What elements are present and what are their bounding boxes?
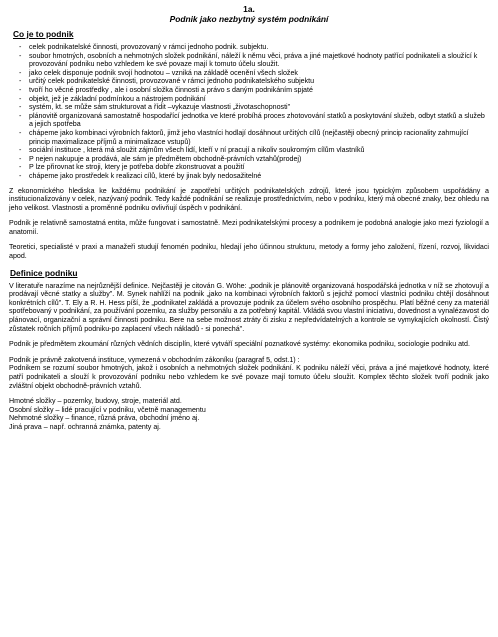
bullet-item [9, 69, 489, 78]
bullet-text: jako celek disponuje podnik svojí hodnotou – vzniká na základě ocenění všech složek [29, 68, 298, 77]
bullet-item [9, 95, 489, 104]
bullet-text: soubor hmotných, osobních a nehmotných složek podnikání, náleží k němu věci, práva a jiné majetkové hodnoty patřící podnikateli a sloužící k provozování podniku nebo vzhledem ke své povaze mají k tomuto účelu sloužit. [29, 51, 478, 69]
component-line: Osobní složky – lidé pracující v podniku, včetně managementu [9, 405, 206, 414]
bullet-item [9, 112, 489, 129]
dash-icon: - [19, 146, 22, 155]
dash-icon: - [19, 94, 22, 103]
bullet-item [9, 77, 489, 86]
dash-icon: - [19, 43, 22, 51]
bullet-text: systém, kt. se může sám strukturovat a řídit –vykazuje vlastnosti „životaschopnosti" [29, 103, 291, 112]
paragraph: Podnik je relativně samostatná entita, může fungovat i samostatně. Mezi podnikatelskými procesy a podnikem je podobná analogie jako mezi fyziologií a anatomií. [9, 219, 489, 236]
bullet-item [9, 43, 489, 52]
bullet-item [9, 86, 489, 95]
dash-icon: - [19, 163, 22, 172]
dash-icon: - [19, 171, 22, 180]
bullet-item [9, 52, 489, 69]
dash-icon: - [19, 103, 22, 112]
dash-icon: - [19, 128, 22, 137]
bullet-text: chápeme jako prostředek k realizaci cílů, které by jinak byly nedosažitelné [29, 171, 262, 180]
paragraph: Podnik je předmětem zkoumání různých vědních disciplín, které vytváří speciální poznatkové systémy: ekonomika podniku, sociologie podniku atd. [9, 340, 470, 349]
bullet-text: chápeme jako kombinaci výrobních faktorů, jimž jeho vlastníci hodlají dosáhnout určitých cílů (nejčastěji obecný princip racionality zahrnující princip maximalizace příjmů a minimalizace vstupů) [29, 128, 469, 146]
component-line: Jiná prava – např. ochranná známka, patenty aj. [9, 422, 161, 431]
bullet-text: objekt, jež je základní podmínkou a nástrojem podnikání [29, 94, 206, 103]
dash-icon: - [19, 111, 22, 120]
bullet-item [9, 172, 489, 181]
component-list [9, 397, 489, 431]
dash-icon: - [19, 68, 22, 77]
section-heading-co-je-podnik: Co je to podnik [13, 29, 74, 39]
bullet-item [9, 146, 489, 155]
paragraph: Teoretici, specialisté v praxi a manažeři studují fenomén podniku, hledají jeho účinnou strukturu, metody a formy jeho založení, řízení, rozvoj, likvidaci apod. [9, 243, 489, 261]
bullet-text: plánovitě organizovaná samostatně hospodařící jednotka ve které probíhá proces zhotovování statků a poskytování služeb, odbyt statků a služeb a jejich spotřeba [29, 111, 485, 129]
section-heading-definice-podniku: Definice podniku [10, 267, 78, 278]
document-title: Podnik jako nezbytný systém podnikání [169, 14, 329, 24]
dash-icon: - [19, 154, 22, 163]
bullet-text: celek podnikatelské činnosti, provozovaný v rámci jednoho podnik. subjektu. [29, 43, 269, 51]
bullet-text: tvoří ho věcné prostředky , ale i osobní složka činnosti a právo s daným podnikáním spjaté [29, 85, 313, 94]
bullet-text: sociální instituce , která má sloužit zájmům všech lidí, kteří v ní pracují a nikoliv soukromým cílům vlastníků [29, 146, 365, 155]
section2-paragraphs [9, 282, 489, 391]
definition-bullet-list [9, 43, 489, 181]
bullet-text: určitý celek podnikatelské činnosti, provozované v rámci jednoho podnikatelského subjektu [29, 77, 315, 86]
document-number: 1a. [243, 4, 255, 14]
bullet-text: P nejen nakupuje a prodává, ale sám je předmětem obchodně-právních vztahů(prodej) [29, 154, 302, 163]
bullet-item [9, 103, 489, 112]
bullet-item [9, 129, 489, 146]
bullet-item [9, 163, 489, 172]
dash-icon: - [19, 77, 22, 86]
dash-icon: - [19, 85, 22, 94]
component-line: Nehmotné složky – finance, různá práva, obchodní jméno aj. [9, 414, 200, 423]
bullet-item [9, 155, 489, 164]
paragraph: Podnik je právně zakotvená instituce, vymezená v obchodním zákoníku (paragraf 5, odst.1) : Podnikem se rozumí soubor hmotných, jakož i osobních a nehmotných složek podnikání. K podniku náleží věci, práva a jiné majetkové hodnoty, které patří podnikateli a slouží k provozování podniku nebo vzhledem ke své povaze mají tomuto účelu sloužit. Komplex těchto složek tvoří podnik jako zvláštní objekt obchodně-právních vztahů. [9, 355, 489, 390]
paragraph: V literatuře narazíme na nejrůznější definice. Nejčastěji je citován G. Wöhe: „podnik je plánovitě organizovaná hospodářská jednotka v níž se zhotovují a prodávají věcné statky a služby". M. Synek nahlíží na podnik „jako na kombinaci výrobních faktorů s jejichž pomocí vlastníci podniku chtějí dosáhnout konkrétních cílů". T. Ely a R. H. Hess píší, že „podnikatel zakládá a provozuje podnik za účelem svého osobního prospěchu. Platí běžné ceny za materiál spotřebovaný v podnikání, za používání pozemku, za služby personálu a za potřebný kapitál. Vkládá svou vlastní iniciativu, dovednost a vynalézavost do plánovací, organizační a správní činnosti podniku. Bere na sebe možnost ztráty či zisku z nepředvídatelných a kontrole se vymykajících okolností. Čistý zůstatek ročních příjmů podniku-po zaplacení všech nákladů - si ponechá". [9, 281, 489, 333]
bullet-text: P lze přirovnat ke stroji, ktery je potřeba dobře zkonstruovat a použití [29, 163, 245, 172]
component-line: Hmotné složky – pozemky, budovy, stroje, materiál atd. [9, 397, 182, 406]
paragraph: Z ekonomického hlediska ke každému podnikání je zapotřebí určitých podnikatelských zdrojů, které jsou typickým způsobem uspořádány a institucionalizovány v celek, nazývaný podnik. Tedy každé podnikání se realizuje prostřednictvím, nebo v podniku, který má obecné znaky, bez ohledu na jeho velikost. Vlastnosti a proměnné podniku ovlivňují úspěch v podnikání. [9, 186, 489, 212]
section1-paragraphs [9, 187, 489, 261]
dash-icon: - [19, 51, 22, 60]
